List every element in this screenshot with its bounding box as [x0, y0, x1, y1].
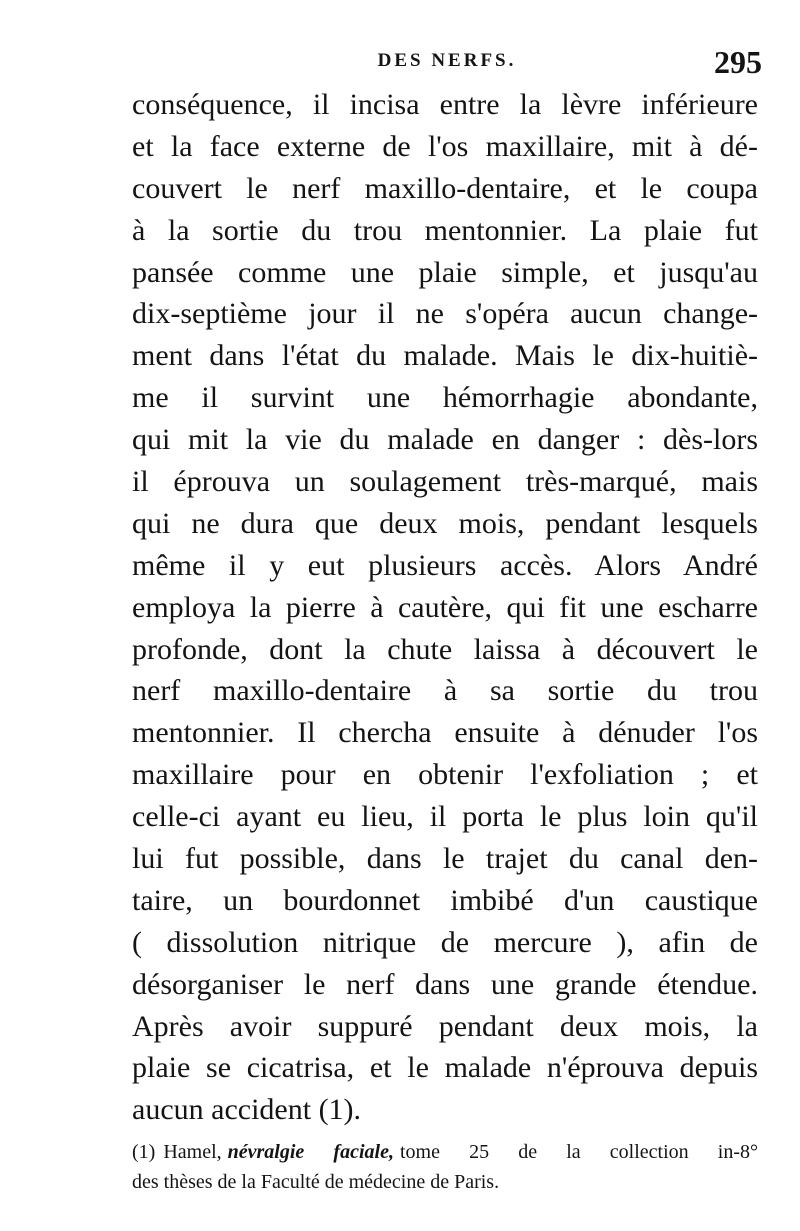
text-line: ment dans l'état du malade. Mais le dix-huitiè- — [132, 339, 758, 373]
text-line: désorganiser le nerf dans une grande étendue. — [132, 967, 758, 1001]
text-line: qui mit la vie du malade en danger : dès-lors — [132, 423, 758, 457]
page-number: 295 — [714, 44, 762, 80]
text-line: Après avoir suppuré pendant deux mois, la — [132, 1009, 758, 1043]
text-line: il éprouva un soulagement très-marqué, mais — [132, 465, 758, 499]
running-head — [132, 44, 762, 80]
text-line: qui ne dura que deux mois, pendant lesquels — [132, 506, 758, 540]
text-line: et la face externe de l'os maxillaire, mit à dé- — [132, 129, 758, 163]
text-line: pansée comme une plaie simple, et jusqu'au — [132, 255, 758, 289]
footnote-line: des thèses de la Faculté de médecine de Paris. — [132, 1171, 500, 1193]
running-title: DES NERFS. — [377, 50, 517, 71]
text-line: nerf maxillo-dentaire à sa sortie du trou — [132, 674, 758, 708]
text-line: dix-septième jour il ne s'opéra aucun change- — [132, 297, 758, 331]
text-line: couvert le nerf maxillo-dentaire, et le coupa — [132, 171, 758, 205]
text-line: plaie se cicatrisa, et le malade n'éprouva depuis — [132, 1051, 758, 1085]
body-text — [132, 84, 758, 1131]
text-line: aucun accident (1). — [132, 1093, 362, 1127]
footnote-line — [132, 1137, 758, 1167]
text-line: taire, un bourdonnet imbibé d'un caustique — [132, 883, 758, 917]
text-line: lui fut possible, dans le trajet du canal den- — [132, 842, 758, 876]
footnote-work-title: névralgie faciale, — [227, 1141, 394, 1163]
text-line: celle-ci ayant eu lieu, il porta le plus loin qu'il — [132, 800, 758, 834]
text-line: me il survint une hémorrhagie abondante, — [132, 381, 758, 415]
footnote-author: Hamel, — [163, 1141, 222, 1163]
text-line: employa la pierre à cautère, qui fit une escharre — [132, 590, 758, 624]
footnote-marker: (1) — [132, 1141, 156, 1163]
text-line: profonde, dont la chute laissa à découvert le — [132, 632, 758, 666]
text-line: à la sortie du trou mentonnier. La plaie fut — [132, 213, 758, 247]
text-line: conséquence, il incisa entre la lèvre inférieure — [132, 88, 758, 121]
footnote-details: tome 25 de la collection in-8° — [399, 1141, 758, 1163]
footnote — [132, 1137, 758, 1197]
text-line: mentonnier. Il chercha ensuite à dénuder l'os — [132, 716, 758, 750]
text-line: maxillaire pour en obtenir l'exfoliation ; et — [132, 758, 758, 792]
text-line: même il y eut plusieurs accès. Alors André — [132, 548, 758, 582]
text-line: ( dissolution nitrique de mercure ), afin de — [132, 925, 758, 959]
